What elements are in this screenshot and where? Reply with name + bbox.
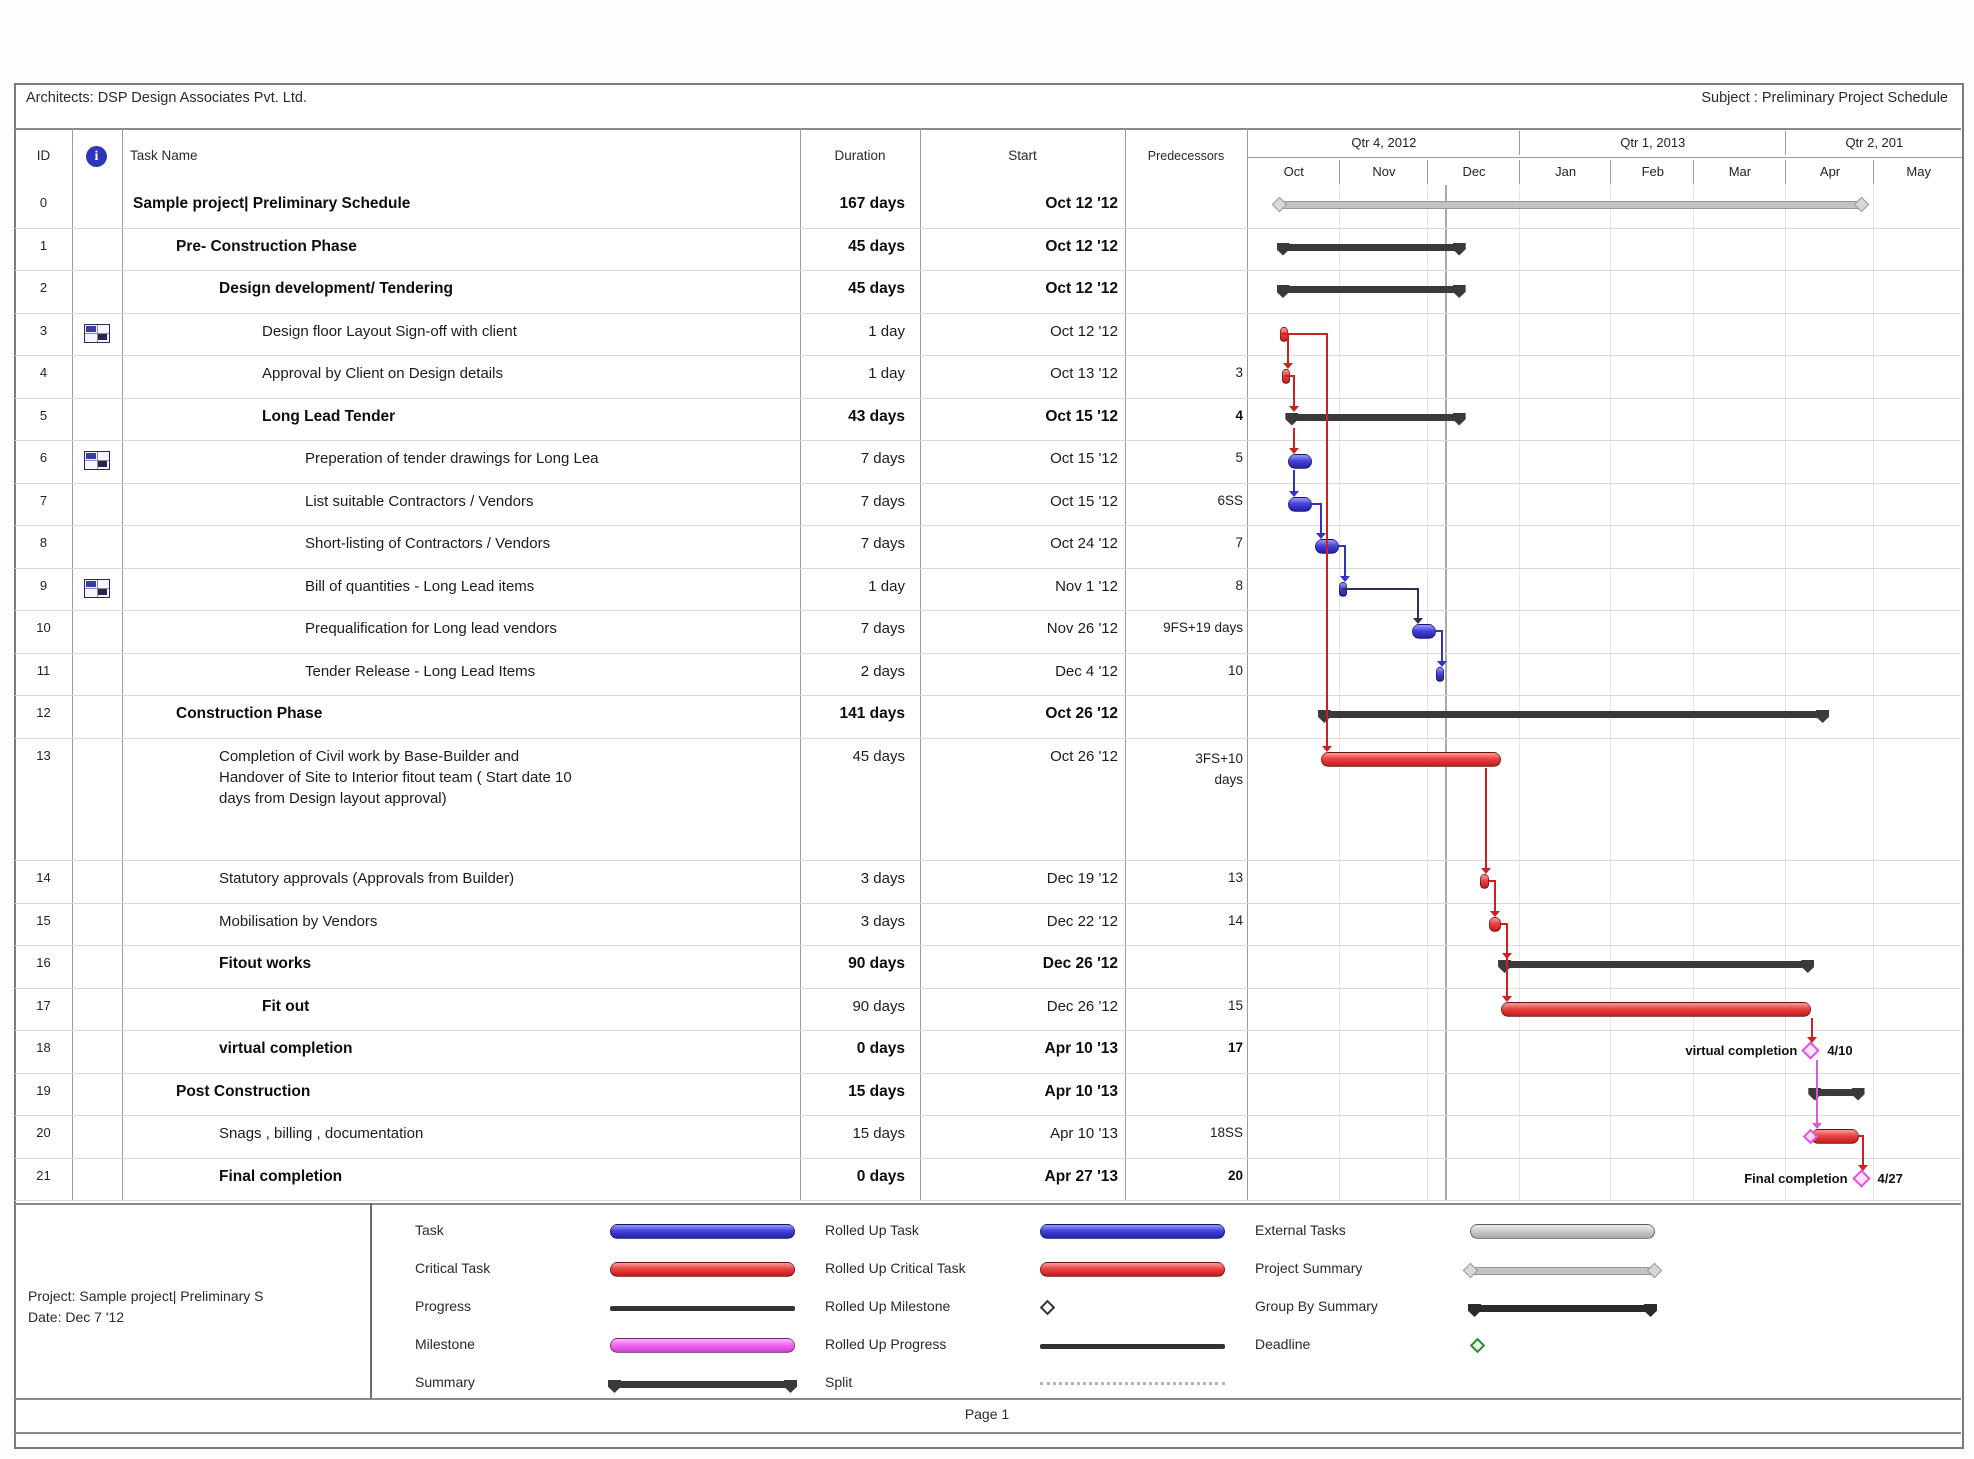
task-id: 16	[36, 955, 51, 970]
task-start-cell: Dec 22 '12	[1046, 912, 1118, 930]
task-duration-cell: 43 days	[848, 407, 905, 425]
task-duration-cell: 45 days	[848, 280, 905, 297]
link-arrowhead	[1858, 1165, 1868, 1171]
link-arrowhead	[1502, 996, 1512, 1002]
column-header-id: ID	[36, 148, 51, 163]
task-name-cell: Short-listing of Contractors / Vendors	[305, 535, 551, 552]
legend-item-label: Critical Task	[415, 1260, 491, 1276]
gantt-bar-critical	[1480, 874, 1489, 889]
icon-gridline-v	[97, 580, 98, 597]
legend-swatch-external-tasks	[1470, 1224, 1655, 1239]
icon-cell-dark	[86, 581, 96, 587]
task-name-cell: Final completion	[219, 1167, 343, 1185]
column-header-duration: Duration	[834, 148, 886, 163]
timescale-month: Nov	[1339, 160, 1429, 184]
task-duration-cell: 0 days	[856, 1040, 905, 1057]
task-name-cell: Approval by Client on Design details	[262, 365, 503, 382]
timescale-quarter: Qtr 1, 2013	[1519, 131, 1786, 155]
milestone-label: Final completion	[1744, 1170, 1848, 1186]
row-separator	[15, 568, 1961, 569]
task-start-cell: Nov 26 '12	[1046, 620, 1118, 637]
quarter-bottom-line	[1247, 157, 1962, 158]
task-start-cell: Dec 26 '12	[1042, 955, 1118, 972]
table-top-line	[15, 128, 1961, 130]
legend-item-label: External Tasks	[1255, 1222, 1346, 1238]
link-arrowhead	[1289, 448, 1299, 454]
task-name-cell: Sample project| Preliminary Schedule	[133, 195, 411, 212]
link-line	[1811, 1018, 1813, 1038]
row-separator	[15, 313, 1961, 314]
timescale-month: Mar	[1693, 160, 1786, 184]
icon-cell-dark2	[98, 589, 107, 595]
gantt-bar-task	[1412, 624, 1436, 639]
task-name-cell: Long Lead Tender	[262, 407, 396, 425]
column-divider	[1247, 128, 1248, 1200]
gantt-bar-critical	[1321, 752, 1501, 767]
task-id: 21	[36, 1167, 51, 1183]
task-name-cell: Fitout works	[219, 955, 312, 972]
legend-item-label: Project Summary	[1255, 1260, 1363, 1276]
link-line	[1287, 334, 1289, 364]
task-start-cell: Nov 1 '12	[1055, 577, 1118, 595]
legend-swatch-task	[1040, 1224, 1225, 1239]
month-gridline	[1339, 185, 1340, 1200]
row-separator	[15, 695, 1961, 696]
task-note-icon	[84, 451, 110, 470]
timescale-month: Apr	[1785, 160, 1875, 184]
timescale-month: Oct	[1247, 160, 1340, 184]
month-gridline	[1427, 185, 1428, 1200]
legend-item-label: Split	[825, 1374, 853, 1390]
task-name-cell: Mobilisation by Vendors	[219, 912, 378, 930]
legend-swatch-task	[610, 1224, 795, 1239]
legend-item-label: Rolled Up Task	[825, 1222, 919, 1238]
link-arrowhead	[1812, 1123, 1822, 1129]
task-id: 3	[39, 322, 48, 338]
legend-divider	[370, 1203, 372, 1398]
column-header-task-name: Task Name	[130, 148, 198, 163]
row-separator	[15, 228, 1961, 229]
legend-item-label: Rolled Up Progress	[825, 1336, 947, 1352]
task-id: 7	[39, 492, 48, 508]
task-start-cell: Oct 12 '12	[1045, 280, 1118, 297]
task-start-cell: Oct 13 '12	[1050, 365, 1118, 382]
milestone-date: 4/10	[1827, 1043, 1853, 1058]
timescale-month: Jan	[1519, 160, 1612, 184]
row-separator	[15, 653, 1961, 654]
row-separator	[15, 1073, 1961, 1074]
task-name-cell: Construction Phase	[176, 705, 323, 722]
row-separator	[15, 1158, 1961, 1159]
task-predecessor-cell: 13	[1227, 870, 1243, 885]
task-predecessor-cell: 9FS+19 days	[1163, 620, 1243, 635]
task-id: 1	[39, 237, 48, 253]
footer-bottom-line	[15, 1432, 1961, 1434]
gantt-bar-task	[1436, 667, 1444, 682]
column-header-predecessors: Predecessors	[1147, 149, 1225, 163]
architects-label: Architects: DSP Design Associates Pvt. Ltd.	[26, 90, 307, 106]
legend-item-label: Progress	[415, 1298, 472, 1314]
task-predecessor-cell: 15	[1227, 997, 1243, 1013]
task-duration-cell: 141 days	[839, 705, 905, 722]
row-separator	[15, 860, 1961, 861]
task-id: 10	[36, 620, 51, 635]
link-line	[1485, 768, 1487, 869]
legend-swatch-critical-task	[610, 1262, 795, 1277]
task-predecessor-cell: 5	[1235, 450, 1243, 465]
task-duration-cell: 7 days	[860, 492, 905, 510]
task-duration-cell: 3 days	[860, 912, 905, 930]
link-line	[1342, 588, 1420, 590]
subject-label: Subject : Preliminary Project Schedule	[1701, 90, 1948, 106]
task-predecessor-cell: 3	[1235, 365, 1243, 380]
task-duration-cell: 45 days	[848, 237, 905, 255]
task-duration-cell: 7 days	[860, 450, 905, 467]
task-start-cell: Oct 26 '12	[1045, 705, 1118, 722]
row-separator	[15, 1115, 1961, 1116]
task-name-cell: Design development/ Tendering	[219, 280, 453, 297]
task-duration-cell: 7 days	[860, 620, 905, 637]
footer-top-line	[15, 1398, 1961, 1400]
link-line	[1293, 376, 1295, 406]
task-note-icon	[84, 324, 110, 343]
task-name-cell: List suitable Contractors / Vendors	[305, 492, 534, 510]
task-duration-cell: 90 days	[848, 955, 905, 972]
task-note-icon	[84, 579, 110, 598]
task-start-cell: Apr 10 '13	[1044, 1082, 1118, 1100]
gantt-bar-task	[1288, 497, 1312, 512]
link-arrowhead	[1490, 911, 1500, 917]
task-name-cell: Fit out	[262, 997, 310, 1015]
task-id: 14	[36, 870, 51, 885]
task-name-cell: Preperation of tender drawings for Long Lea	[305, 450, 599, 467]
link-arrowhead	[1340, 576, 1350, 582]
legend-item-label: Milestone	[415, 1336, 475, 1352]
task-start-cell: Oct 12 '12	[1050, 322, 1118, 340]
task-name-cell: Bill of quantities - Long Lead items	[305, 577, 535, 595]
row-separator	[15, 988, 1961, 989]
project-info-line2: Date: Dec 7 '12	[28, 1309, 125, 1325]
link-arrowhead	[1481, 868, 1491, 874]
task-predecessor-cell: 14	[1227, 912, 1243, 928]
legend-swatch-milestone	[610, 1338, 795, 1353]
gantt-bar-project-summary	[1280, 201, 1862, 209]
task-id: 6	[39, 450, 48, 465]
legend-item-label: Rolled Up Critical Task	[825, 1260, 966, 1276]
task-id: 4	[39, 365, 48, 380]
gantt-bar-summary	[1321, 711, 1826, 718]
icon-gridline-v	[97, 325, 98, 342]
link-line	[1282, 333, 1327, 335]
task-id: 19	[36, 1082, 51, 1098]
link-arrowhead	[1316, 533, 1326, 539]
link-line	[1320, 504, 1322, 534]
row-separator	[15, 903, 1961, 904]
icon-cell-dark	[86, 326, 96, 332]
legend-item-label: Rolled Up Milestone	[825, 1298, 951, 1314]
link-line	[1293, 428, 1295, 449]
task-duration-cell: 3 days	[860, 870, 905, 887]
legend-item-label: Deadline	[1255, 1336, 1311, 1352]
task-name-cell: Completion of Civil work by Base-Builder and Handover of Site to Interior fitout team ( Start date 10 days from Design layout approval)	[219, 747, 572, 807]
task-name-cell: Prequalification for Long lead vendors	[305, 620, 557, 637]
legend-item-label: Group By Summary	[1255, 1298, 1378, 1314]
task-predecessor-cell: 10	[1227, 662, 1243, 678]
gantt-bar-summary	[1501, 961, 1811, 968]
project-info-line1: Project: Sample project| Preliminary S	[28, 1288, 264, 1304]
gantt-bar-summary	[1280, 286, 1463, 293]
task-id: 17	[36, 997, 51, 1013]
project-info	[28, 1286, 264, 1328]
task-name-cell: virtual completion	[219, 1040, 353, 1057]
link-arrowhead	[1807, 1037, 1817, 1043]
column-header-start: Start	[1008, 148, 1037, 163]
timescale-quarter: Qtr 4, 2012	[1247, 131, 1520, 155]
task-duration-cell: 1 day	[868, 365, 905, 382]
task-name-cell: Snags , billing , documentation	[219, 1125, 424, 1142]
task-id: 8	[39, 535, 48, 550]
task-predecessor-cell: 3FS+10 days	[1195, 750, 1243, 787]
row-separator	[15, 610, 1961, 611]
link-arrowhead	[1289, 491, 1299, 497]
icon-cell-dark2	[98, 461, 107, 467]
legend-item-label: Task	[415, 1222, 444, 1238]
legend-swatch-progress	[610, 1306, 795, 1311]
legend-swatch-summary	[610, 1381, 795, 1388]
milestone-label: virtual completion	[1685, 1043, 1798, 1058]
task-start-cell: Apr 10 '13	[1050, 1125, 1118, 1142]
legend-swatch-critical-task	[1040, 1262, 1225, 1277]
link-line	[1344, 546, 1346, 576]
task-start-cell: Dec 19 '12	[1046, 870, 1118, 887]
task-name-cell: Tender Release - Long Lead Items	[305, 662, 536, 680]
task-duration-cell: 45 days	[852, 747, 905, 765]
task-start-cell: Oct 15 '12	[1050, 450, 1118, 467]
row-separator	[15, 1200, 1961, 1201]
link-line	[1441, 631, 1443, 661]
row-separator	[15, 398, 1961, 399]
task-predecessor-cell: 6SS	[1217, 492, 1243, 508]
month-gridline	[1873, 185, 1874, 1200]
task-name-cell: Pre- Construction Phase	[176, 237, 357, 255]
task-start-cell: Oct 15 '12	[1045, 407, 1118, 425]
link-line	[1417, 589, 1419, 619]
task-duration-cell: 1 day	[868, 322, 905, 340]
task-id: 12	[36, 705, 51, 720]
task-duration-cell: 2 days	[860, 662, 905, 680]
link-line	[1816, 1060, 1818, 1123]
icon-cell-dark	[86, 453, 96, 459]
gantt-bar-critical	[1501, 1002, 1811, 1017]
task-start-cell: Dec 4 '12	[1055, 662, 1118, 680]
row-separator	[15, 355, 1961, 356]
task-id: 20	[36, 1125, 51, 1140]
gantt-bar-critical	[1489, 917, 1501, 932]
indicator-info-icon: i	[86, 146, 107, 167]
task-start-cell: Dec 26 '12	[1046, 997, 1118, 1015]
task-id: 5	[39, 407, 48, 423]
task-duration-cell: 0 days	[856, 1167, 905, 1185]
link-line	[1293, 470, 1295, 491]
task-name-cell: Statutory approvals (Approvals from Builder)	[219, 870, 515, 887]
column-divider	[122, 128, 123, 1200]
task-duration-cell: 15 days	[848, 1082, 905, 1100]
task-id: 13	[36, 747, 51, 763]
milestone-date: 4/27	[1877, 1170, 1903, 1186]
legend-top-line	[15, 1203, 1961, 1205]
task-start-cell: Oct 24 '12	[1050, 535, 1118, 552]
legend-item-label: Summary	[415, 1374, 475, 1390]
link-line	[1862, 1136, 1864, 1165]
task-predecessor-cell: 8	[1235, 577, 1243, 593]
task-id: 15	[36, 912, 51, 928]
link-arrowhead	[1289, 406, 1299, 412]
task-id: 18	[36, 1040, 51, 1055]
task-duration-cell: 7 days	[860, 535, 905, 552]
task-predecessor-cell: 7	[1235, 535, 1243, 550]
task-start-cell: Apr 27 '13	[1044, 1167, 1118, 1185]
legend-swatch-progress	[1040, 1344, 1225, 1349]
task-id: 0	[39, 195, 48, 210]
legend-swatch-project-summary	[1470, 1267, 1655, 1275]
row-separator	[15, 738, 1961, 739]
task-predecessor-cell: 17	[1227, 1040, 1243, 1055]
gantt-bar-summary	[1280, 244, 1463, 251]
icon-cell-dark2	[98, 334, 107, 340]
task-duration-cell: 15 days	[852, 1125, 905, 1142]
status-date-line	[1445, 185, 1447, 1200]
task-predecessor-cell: 18SS	[1209, 1125, 1243, 1140]
row-separator	[15, 525, 1961, 526]
task-name-cell: Design floor Layout Sign-off with client	[262, 322, 517, 340]
link-arrowhead	[1322, 746, 1332, 752]
gantt-bar-summary	[1288, 414, 1462, 421]
task-predecessor-cell: 20	[1227, 1167, 1243, 1183]
column-divider	[72, 128, 73, 1200]
timescale-month: May	[1873, 160, 1963, 184]
task-start-cell: Apr 10 '13	[1044, 1040, 1118, 1057]
task-start-cell: Oct 15 '12	[1050, 492, 1118, 510]
task-name-cell: Post Construction	[176, 1082, 311, 1100]
legend-swatch-split	[1040, 1382, 1225, 1385]
timescale-month: Dec	[1427, 160, 1520, 184]
link-line	[1326, 334, 1328, 746]
icon-gridline-v	[97, 452, 98, 469]
timescale-month: Feb	[1610, 160, 1694, 184]
row-separator	[15, 440, 1961, 441]
task-duration-cell: 1 day	[868, 577, 905, 595]
task-id: 2	[39, 280, 48, 295]
gantt-bar-critical	[1811, 1129, 1858, 1144]
legend-swatch-group-by-summary	[1470, 1305, 1655, 1312]
row-separator	[15, 945, 1961, 946]
task-start-cell: Oct 12 '12	[1045, 237, 1118, 255]
task-id: 9	[39, 577, 48, 593]
row-separator	[15, 483, 1961, 484]
link-arrowhead	[1283, 363, 1293, 369]
task-start-cell: Oct 12 '12	[1045, 195, 1118, 212]
row-separator	[15, 270, 1961, 271]
task-predecessor-cell: 4	[1235, 407, 1243, 423]
page-number: Page 1	[964, 1406, 1010, 1422]
gantt-bar-task	[1288, 454, 1312, 469]
timescale-quarter: Qtr 2, 201	[1785, 131, 1963, 155]
link-line	[1506, 924, 1508, 996]
link-arrowhead	[1437, 661, 1447, 667]
task-start-cell: Oct 26 '12	[1050, 747, 1118, 765]
task-duration-cell: 90 days	[852, 997, 905, 1015]
task-duration-cell: 167 days	[839, 195, 905, 212]
task-id: 11	[36, 662, 51, 678]
link-arrowhead	[1413, 618, 1423, 624]
link-line	[1494, 881, 1496, 911]
row-separator	[15, 1030, 1961, 1031]
